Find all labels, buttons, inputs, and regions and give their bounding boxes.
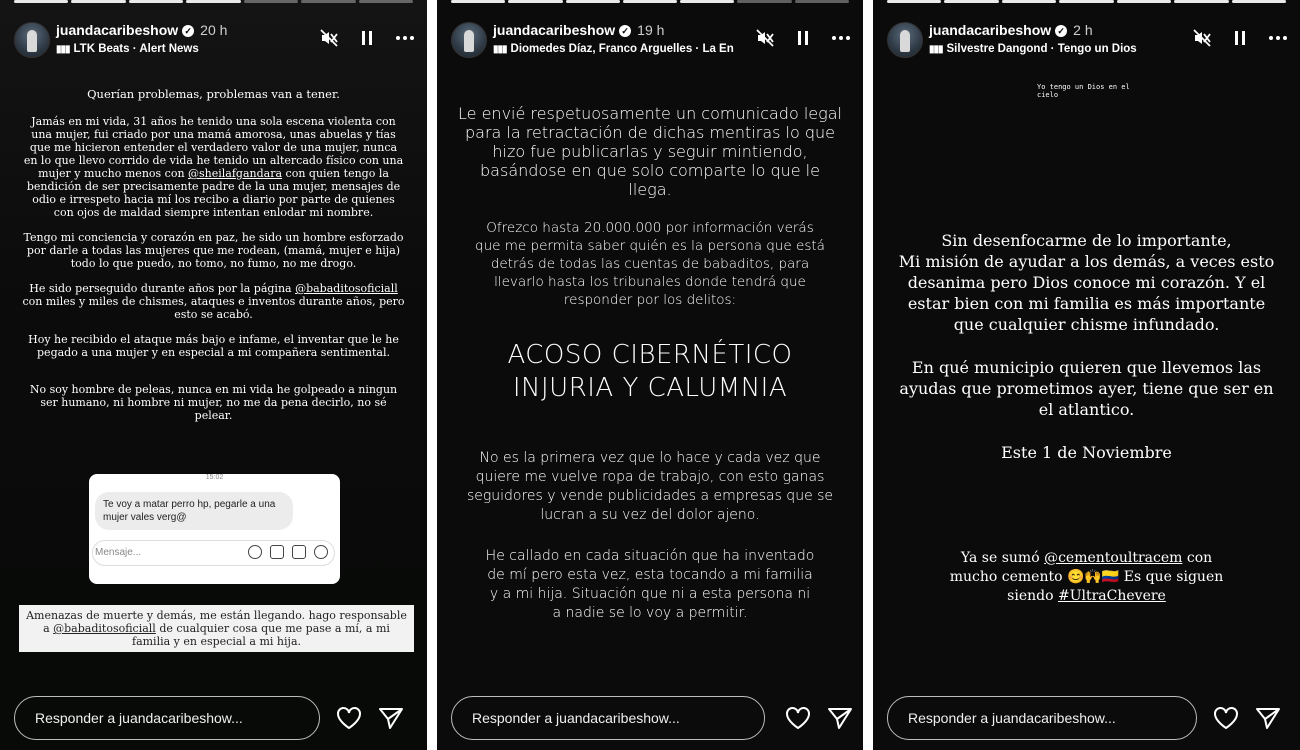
chat-message-input (92, 540, 335, 566)
progress-segment (359, 0, 413, 3)
story-text (437, 104, 863, 623)
paragraph: Le envié respetuosamente un comunicado legal para la retractación de dichas mentiras lo que hizo fue publicarlas y seguir mintiendo, basándose en que solo comparte lo que le llega. (458, 104, 842, 199)
progress-segment (14, 0, 68, 3)
progress-segment (795, 0, 849, 3)
story-header (887, 16, 1288, 60)
more-options-icon[interactable] (831, 28, 851, 48)
chat-screenshot (89, 474, 340, 584)
more-options-icon[interactable] (395, 28, 415, 48)
mention-link[interactable]: @babaditosoficiall (53, 622, 156, 635)
story-header (14, 16, 415, 60)
verified-icon: ✓ (182, 25, 194, 37)
paragraph: Hoy he recibido el ataque más bajo e infame, el inventar que le he pegado a una mujer y en especial a mi compañera sentimental. (28, 333, 399, 359)
progress-segment (623, 0, 677, 3)
story-footer (887, 696, 1286, 742)
progress-bars (14, 0, 413, 4)
progress-segment (1059, 0, 1113, 3)
pause-icon[interactable] (793, 28, 813, 48)
sticker-icon (292, 545, 306, 559)
post-time: 2 h (1073, 22, 1093, 38)
username[interactable]: juandacaribeshow ✓ 20 h (56, 22, 228, 38)
music-bars-icon: ▮▮▮ (929, 44, 943, 55)
username[interactable]: juandacaribeshow ✓ 19 h (493, 22, 665, 38)
warning-text: Amenazas de muerte y demás, me están llegando. hago responsable a @babaditosoficiall de cualquier cosa que me pase a mí, a mi familia y en especial a mi hija. (19, 605, 414, 652)
music-info[interactable]: ▮▮▮ Diomedes Díaz, Franco Arguelles · La En (493, 43, 734, 55)
music-bars-icon: ▮▮▮ (493, 44, 507, 55)
mention-link[interactable]: @sheilafgandara (188, 167, 283, 180)
reply-input[interactable]: Responder a juandacaribeshow... (451, 696, 765, 740)
add-icon (314, 545, 328, 559)
mention-link[interactable]: @babaditosoficiall (295, 282, 398, 295)
send-icon[interactable] (378, 706, 404, 735)
paragraph: Ofrezco hasta 20.000.000 por información verás que me permita saber quién es la persona que está detrás de todas las cuentas de babaditos, para llevarlo hasta los tribunales donde tendrá que responder por los delitos: (475, 220, 825, 308)
paragraph: En qué municipio quieren que llevemos las ayudas que prometimos ayer, tiene que ser en el atlantico. (899, 358, 1274, 419)
hashtag-link[interactable]: #UltraChevere (1057, 588, 1166, 604)
typed-lyric-text: Yo tengo un Dios en el cielo (1037, 83, 1130, 99)
paragraph: Este 1 de Noviembre (1001, 443, 1172, 462)
story-header (451, 16, 851, 60)
paragraph: No es la primera vez que lo hace y cada vez que quiere me vuelve ropa de trabajo, con esto ganas seguidores y vende publicidades a empresas que se lucran a su vez del dolor ajeno. (466, 450, 834, 523)
progress-segment (301, 0, 355, 3)
progress-segment (186, 0, 240, 3)
reply-input[interactable]: Responder a juandacaribeshow... (887, 696, 1197, 740)
story-text (873, 230, 1300, 606)
progress-segment (1002, 0, 1056, 3)
progress-segment (129, 0, 183, 3)
story-footer (14, 696, 413, 742)
progress-segment (71, 0, 125, 3)
username[interactable]: juandacaribeshow ✓ 2 h (929, 22, 1093, 38)
story-panel-3 (873, 0, 1300, 750)
progress-segment (737, 0, 791, 3)
post-time: 20 h (200, 22, 228, 38)
pause-icon[interactable] (1230, 28, 1250, 48)
heart-icon[interactable] (1213, 706, 1239, 735)
progress-segment (944, 0, 998, 3)
image-icon (270, 545, 284, 559)
progress-bars (887, 0, 1286, 4)
mute-icon[interactable] (319, 28, 339, 48)
send-icon[interactable] (827, 706, 853, 735)
mic-icon (248, 545, 262, 559)
progress-segment (1232, 0, 1286, 3)
chat-placeholder: Mensaje... (95, 547, 142, 558)
music-info[interactable]: ▮▮▮ Silvestre Dangond · Tengo un Dios (929, 43, 1137, 55)
verified-icon: ✓ (619, 25, 631, 37)
paragraph: No soy hombre de peleas, nunca en mi vida he golpeado a ningun ser humano, ni hombre ni mujer, no me da pena decirlo, no sé pelear. (29, 383, 398, 422)
paragraph: Jamás en mi vida, 31 años he tenido una sola escena violenta con una mujer, fui criado por una mamá amorosa, unas abuelas y tías que me hicieron entender el verdadero valor de una mujer, nunca en lo que llevo corrido de vida he tenido un altercado físico con una mujer y mucho menos con @sheilafgandara con quien tengo la bendición de ser precisamente padre de la una mujer, mensajes de odio e irrespeto hacia mí los recibo a diario por parte de quienes con ojos de maldad siempre intentan enlodar mi nombre. (23, 115, 404, 219)
avatar[interactable] (14, 22, 50, 58)
mute-icon[interactable] (1192, 28, 1212, 48)
more-options-icon[interactable] (1268, 28, 1288, 48)
heart-icon[interactable] (336, 706, 362, 735)
progress-segment (1174, 0, 1228, 3)
progress-segment (1117, 0, 1171, 3)
music-bars-icon: ▮▮▮ (56, 44, 70, 55)
progress-segment (566, 0, 620, 3)
verified-icon: ✓ (1055, 25, 1067, 37)
mention-link[interactable]: @cementoultracem (1044, 550, 1183, 566)
music-info[interactable]: ▮▮▮ LTK Beats · Alert News (56, 43, 199, 55)
progress-segment (887, 0, 941, 3)
progress-segment (680, 0, 734, 3)
story-panel-2 (437, 0, 863, 750)
paragraph: Tengo mi conciencia y corazón en paz, he sido un hombre esforzado por darle a todas las mujeres que me rodean, (mamá, mujer e hija) todo lo que puedo, no tomo, no fumo, no me drogo. (23, 231, 404, 270)
reply-input[interactable]: Responder a juandacaribeshow... (14, 696, 320, 740)
chat-time: 15:02 (205, 474, 224, 481)
avatar[interactable] (451, 22, 487, 58)
story-panel-1 (0, 0, 427, 750)
progress-bars (451, 0, 849, 4)
progress-segment (508, 0, 562, 3)
paragraph: He sido perseguido durante años por la página @babaditosoficiall con miles y miles de chismes, ataques e inventos durante años, pero esto se acabó. (22, 282, 405, 321)
mute-icon[interactable] (755, 28, 775, 48)
avatar[interactable] (887, 22, 923, 58)
paragraph: Querían problemas, problemas van a tener. (87, 87, 340, 101)
heart-icon[interactable] (785, 706, 811, 735)
paragraph: Sin desenfocarme de lo importante, Mi misión de ayudar a los demás, a veces esto desanima pero Dios conoce mi corazón. Y el estar bien con mi familia es más importante que cualquier chisme infundado. (898, 231, 1275, 334)
post-time: 19 h (637, 22, 665, 38)
pause-icon[interactable] (357, 28, 377, 48)
paragraph: He callado en cada situación que ha inventado de mí pero esta vez, esta tocando a mi familia y a mi hija. Situación que ni a esta persona ni a nadie se lo voy a permitir. (485, 548, 815, 621)
story-footer (451, 696, 849, 742)
progress-segment (451, 0, 505, 3)
paragraph: Ya se sumó @cementoultracem con mucho cemento 😊🙌🇨🇴 Es que siguen siendo #UltraChevere (949, 550, 1224, 604)
send-icon[interactable] (1255, 706, 1281, 735)
chat-message: Te voy a matar perro hp, pegarle a una mujer vales verg@ (95, 492, 293, 530)
crimes-heading: ACOSO CIBERNÉTICO INJURIA Y CALUMNIA (507, 340, 793, 403)
story-text (0, 88, 427, 434)
progress-segment (244, 0, 298, 3)
